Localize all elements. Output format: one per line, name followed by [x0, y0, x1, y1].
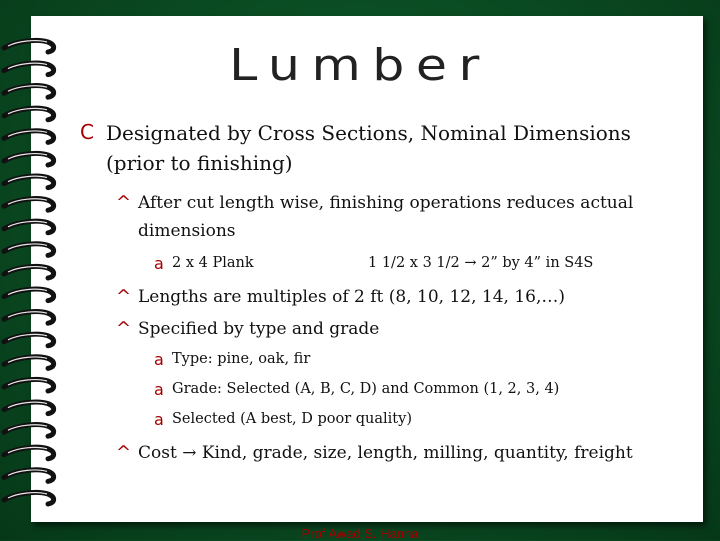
item-grade: Grade: Selected (A, B, C, D) and Common (1, 2, 3, 4): [172, 381, 560, 397]
spiral-ring: [4, 108, 54, 120]
spiral-ring: [4, 289, 54, 301]
spiral-ring: [4, 492, 54, 504]
bullet-level3: a: [154, 350, 164, 369]
bullet-level3: a: [154, 254, 164, 273]
spiral-ring: [4, 176, 54, 188]
bullet-level1: C: [80, 120, 94, 144]
spiral-ring: [4, 199, 54, 211]
item-selected: Selected (A best, D poor quality): [172, 411, 412, 427]
spiral-ring: [4, 379, 54, 391]
bullet-level2: ^: [116, 442, 132, 463]
spiral-binding: [0, 32, 60, 512]
item-specified: Specified by type and grade: [138, 319, 380, 339]
spiral-ring: [4, 244, 54, 256]
spiral-ring: [4, 357, 54, 369]
item-lengths: Lengths are multiples of 2 ft (8, 10, 12, 14, 16,…): [138, 287, 566, 307]
item-designated-line1: Designated by Cross Sections, Nominal Dimensions: [106, 121, 631, 145]
item-designated-line2: (prior to finishing): [106, 151, 293, 175]
bullet-level2: ^: [116, 318, 132, 339]
spiral-ring: [4, 312, 54, 324]
spiral-ring: [4, 447, 54, 459]
item-plank-left: 2 x 4 Plank: [172, 255, 254, 271]
item-after-cut-line1: After cut length wise, finishing operations reduces actual: [138, 193, 634, 213]
item-cost: Cost → Kind, grade, size, length, milling, quantity, freight: [138, 443, 633, 463]
spiral-ring: [4, 153, 54, 165]
item-after-cut-line2: dimensions: [138, 221, 236, 241]
spiral-ring: [4, 425, 54, 437]
spiral-ring: [4, 221, 54, 233]
slide-title: Lumber: [229, 40, 491, 91]
bullet-level3: a: [154, 410, 164, 429]
footer-author: Prof Awad S. Hanna: [301, 526, 419, 541]
bullet-level2: ^: [116, 286, 132, 307]
bullet-level3: a: [154, 380, 164, 399]
bullet-level2: ^: [116, 192, 132, 213]
spiral-ring: [4, 470, 54, 482]
item-type: Type: pine, oak, fir: [172, 351, 311, 367]
spiral-ring: [4, 131, 54, 143]
spiral-ring: [4, 334, 54, 346]
spiral-ring: [4, 266, 54, 278]
spiral-ring: [4, 402, 54, 414]
item-plank-right: 1 1/2 x 3 1/2 → 2” by 4” in S4S: [368, 255, 594, 271]
